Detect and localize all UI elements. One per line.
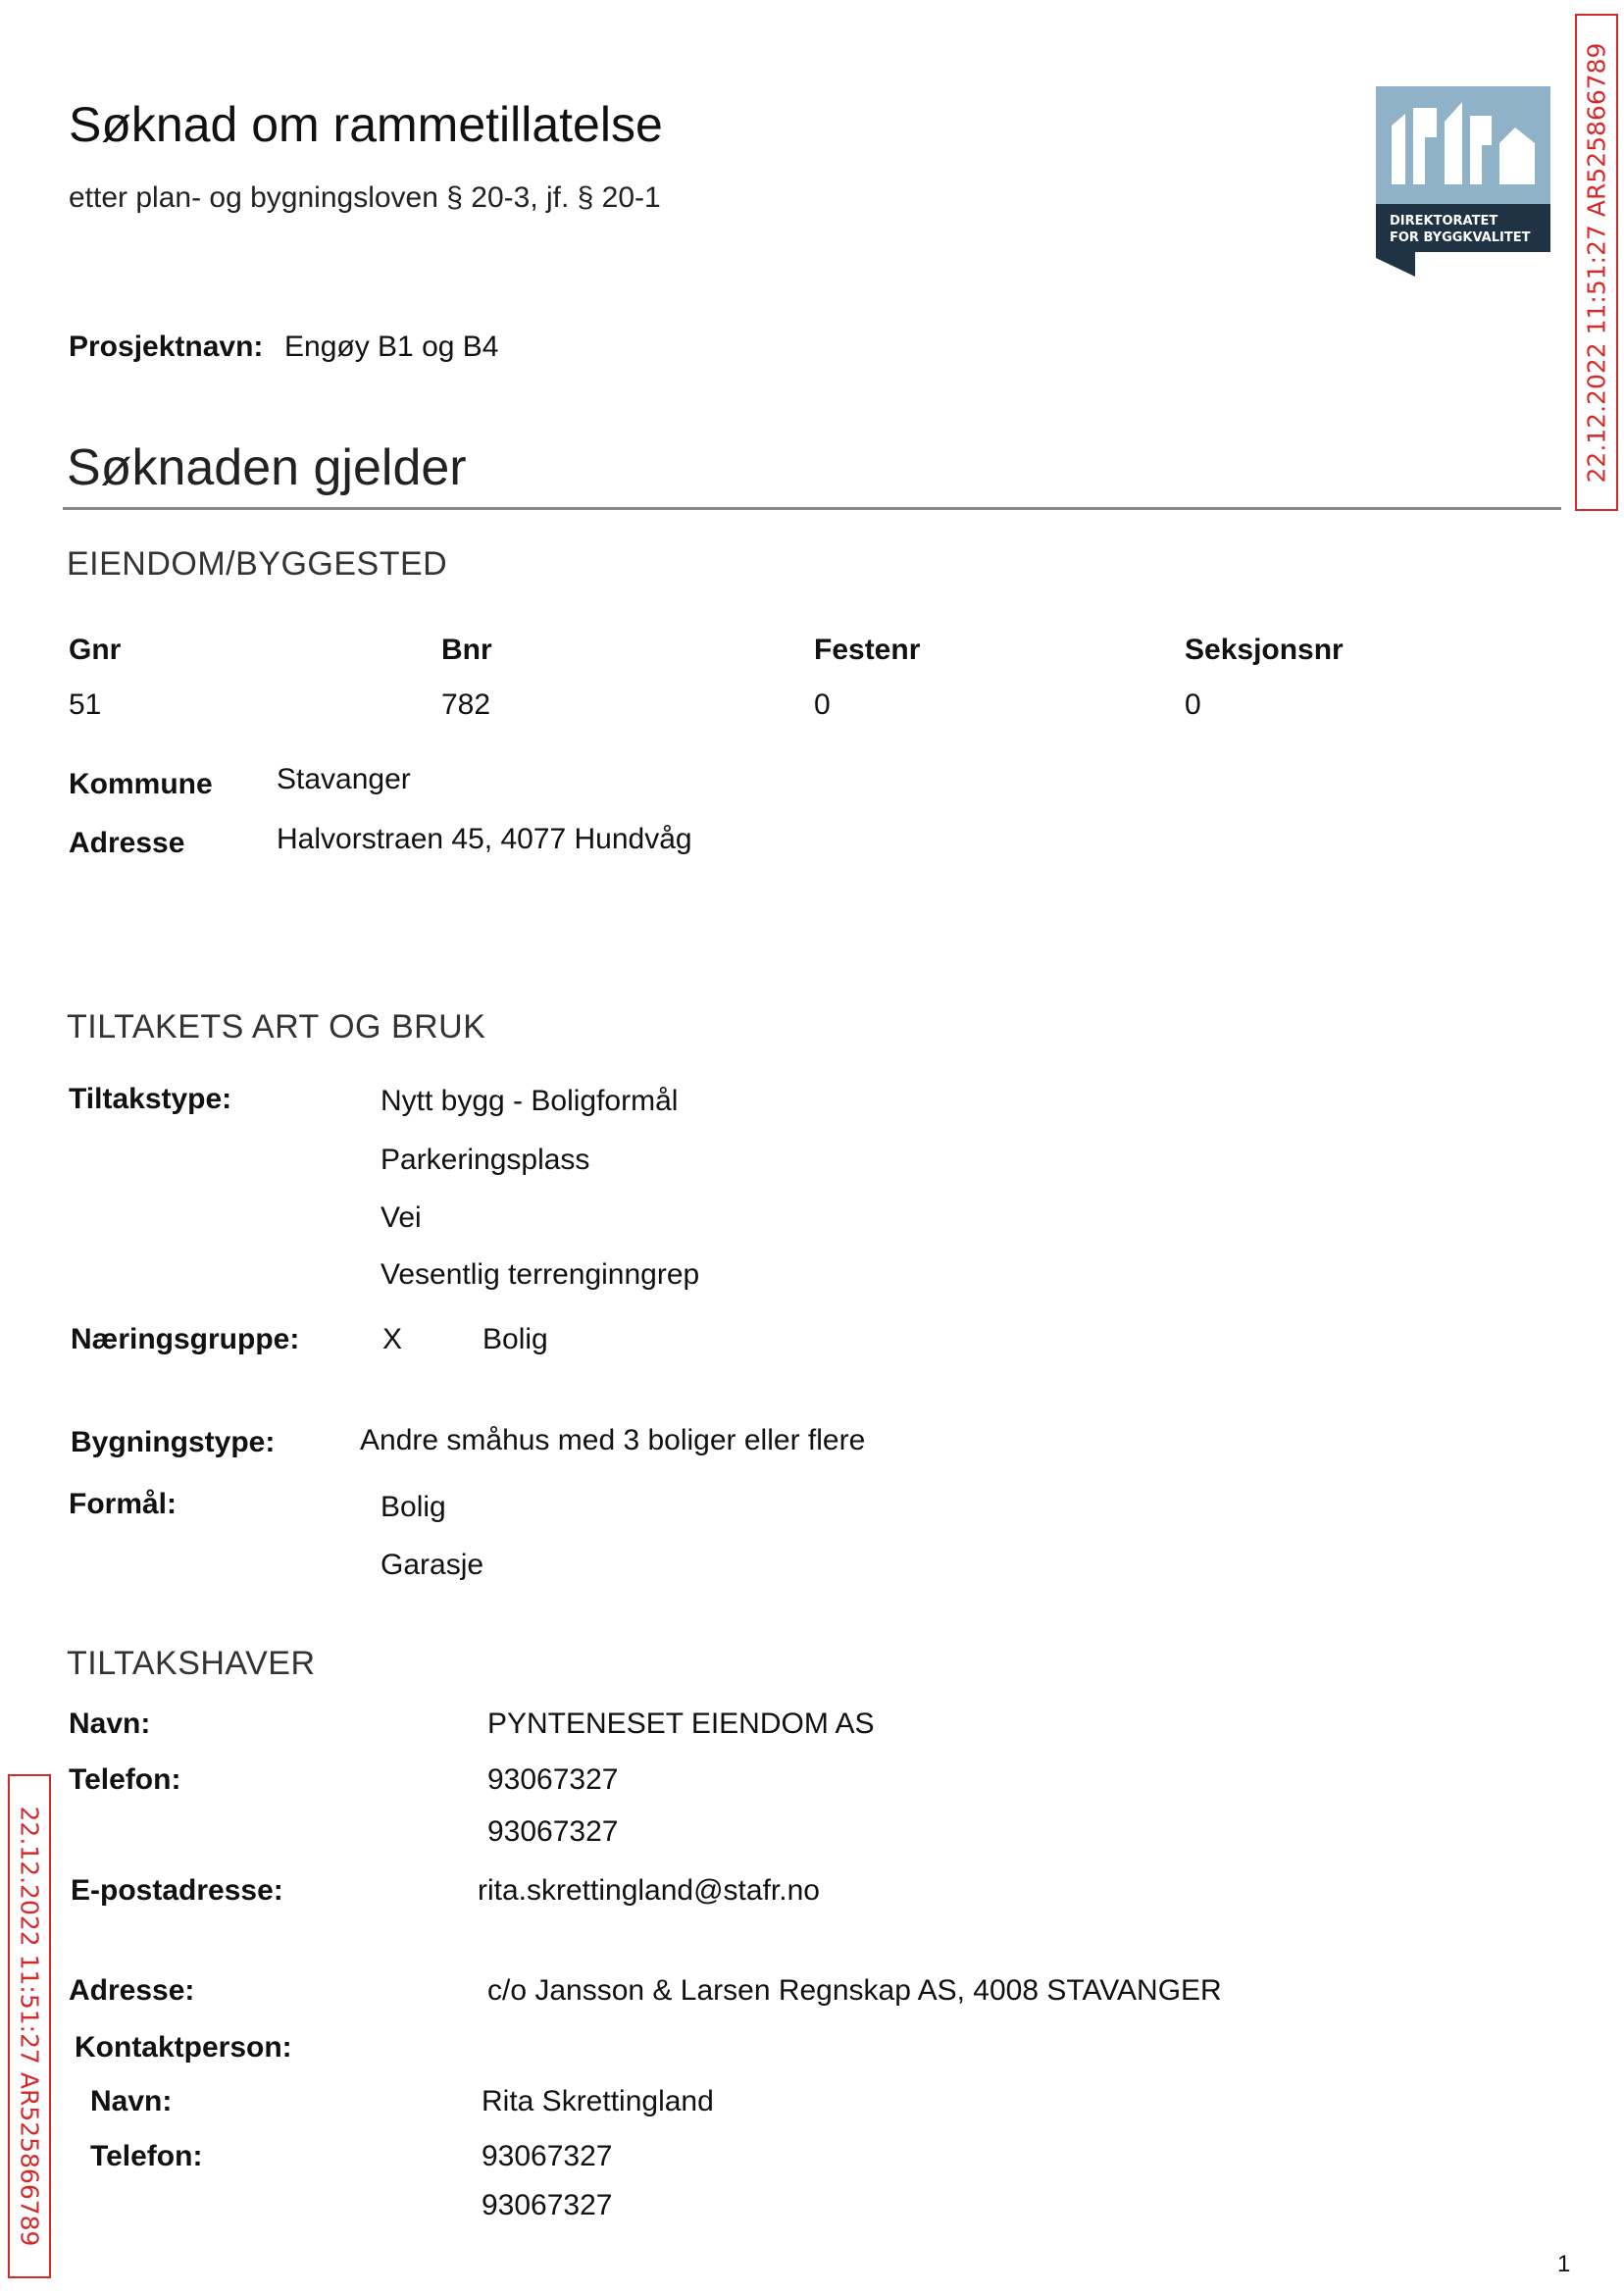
page-number: 1 xyxy=(1557,2251,1571,2277)
receipt-stamp-top xyxy=(1575,14,1618,511)
svg-text:FOR BYGGKVALITET: FOR BYGGKVALITET xyxy=(1390,230,1531,245)
gnr-value: 51 xyxy=(69,688,102,721)
project-name-value: Engøy B1 og B4 xyxy=(284,331,499,363)
document-subtitle: etter plan- og bygningsloven § 20-3, jf. § 20-1 xyxy=(69,181,661,214)
contact-phone-2: 93067327 xyxy=(482,2189,613,2221)
seksjonsnr-label: Seksjonsnr xyxy=(1185,634,1344,666)
measure-type-2: Parkeringsplass xyxy=(381,1144,590,1176)
contact-person-label: Kontaktperson: xyxy=(75,2031,292,2064)
measure-type-3: Vei xyxy=(381,1201,422,1234)
measure-type-4: Vesentlig terrenginngrep xyxy=(381,1258,700,1291)
applicant-name-value: PYNTENESET EIENDOM AS xyxy=(487,1708,875,1740)
municipality-label: Kommune xyxy=(69,768,213,800)
svg-text:DIREKTORATET: DIREKTORATET xyxy=(1390,214,1498,229)
festenr-value: 0 xyxy=(814,688,831,721)
building-type-label: Bygningstype: xyxy=(71,1426,276,1458)
contact-phone-1: 93067327 xyxy=(482,2140,613,2172)
address-label: Adresse xyxy=(69,827,185,859)
bnr-value: 782 xyxy=(441,688,491,721)
contact-name-value: Rita Skrettingland xyxy=(482,2085,714,2117)
applicant-phone-2: 93067327 xyxy=(487,1815,619,1848)
purpose-1: Bolig xyxy=(381,1491,446,1523)
applicant-name-label: Navn: xyxy=(69,1708,151,1740)
dibk-logo-icon xyxy=(1376,86,1550,277)
measure-heading: TILTAKETS ART OG BRUK xyxy=(67,1008,486,1045)
festenr-label: Festenr xyxy=(814,634,921,666)
measure-type-1: Nytt bygg - Boligformål xyxy=(381,1085,679,1117)
dibk-logo xyxy=(1376,86,1550,277)
building-type-value: Andre småhus med 3 boliger eller flere xyxy=(360,1424,866,1456)
purpose-label: Formål: xyxy=(69,1488,178,1520)
section-divider xyxy=(63,507,1561,510)
applicant-email-value: rita.skrettingland@stafr.no xyxy=(478,1874,820,1907)
bnr-label: Bnr xyxy=(441,634,492,666)
contact-name-label: Navn: xyxy=(90,2085,173,2117)
receipt-stamp-top-text: 22.12.2022 11:51:27 AR525866789 xyxy=(1582,42,1611,483)
applicant-address-label: Adresse: xyxy=(69,1974,195,2007)
contact-phone-label: Telefon: xyxy=(90,2140,203,2172)
purpose-2: Garasje xyxy=(381,1549,484,1581)
document-title: Søknad om rammetillatelse xyxy=(69,97,663,152)
municipality-value: Stavanger xyxy=(277,763,411,795)
seksjonsnr-value: 0 xyxy=(1185,688,1201,721)
industry-value: Bolig xyxy=(482,1323,548,1355)
applicant-phone-label: Telefon: xyxy=(69,1763,181,1796)
industry-label: Næringsgruppe: xyxy=(71,1323,300,1355)
receipt-stamp-bottom-text: 22.12.2022 11:51:27 AR525866789 xyxy=(15,1806,44,2247)
applicant-address-value: c/o Jansson & Larsen Regnskap AS, 4008 STAVANGER xyxy=(487,1974,1222,2007)
applicant-phone-1: 93067327 xyxy=(487,1763,619,1796)
property-heading: EIENDOM/BYGGESTED xyxy=(67,545,448,583)
industry-code: X xyxy=(382,1323,403,1355)
section-title: Søknaden gjelder xyxy=(67,439,467,496)
project-name-label: Prosjektnavn: xyxy=(69,331,264,363)
address-value: Halvorstraen 45, 4077 Hundvåg xyxy=(277,823,692,855)
receipt-stamp-bottom xyxy=(8,1774,51,2278)
gnr-label: Gnr xyxy=(69,634,122,666)
measure-type-label: Tiltakstype: xyxy=(69,1083,232,1115)
applicant-heading: TILTAKSHAVER xyxy=(67,1645,316,1682)
applicant-email-label: E-postadresse: xyxy=(71,1874,283,1907)
